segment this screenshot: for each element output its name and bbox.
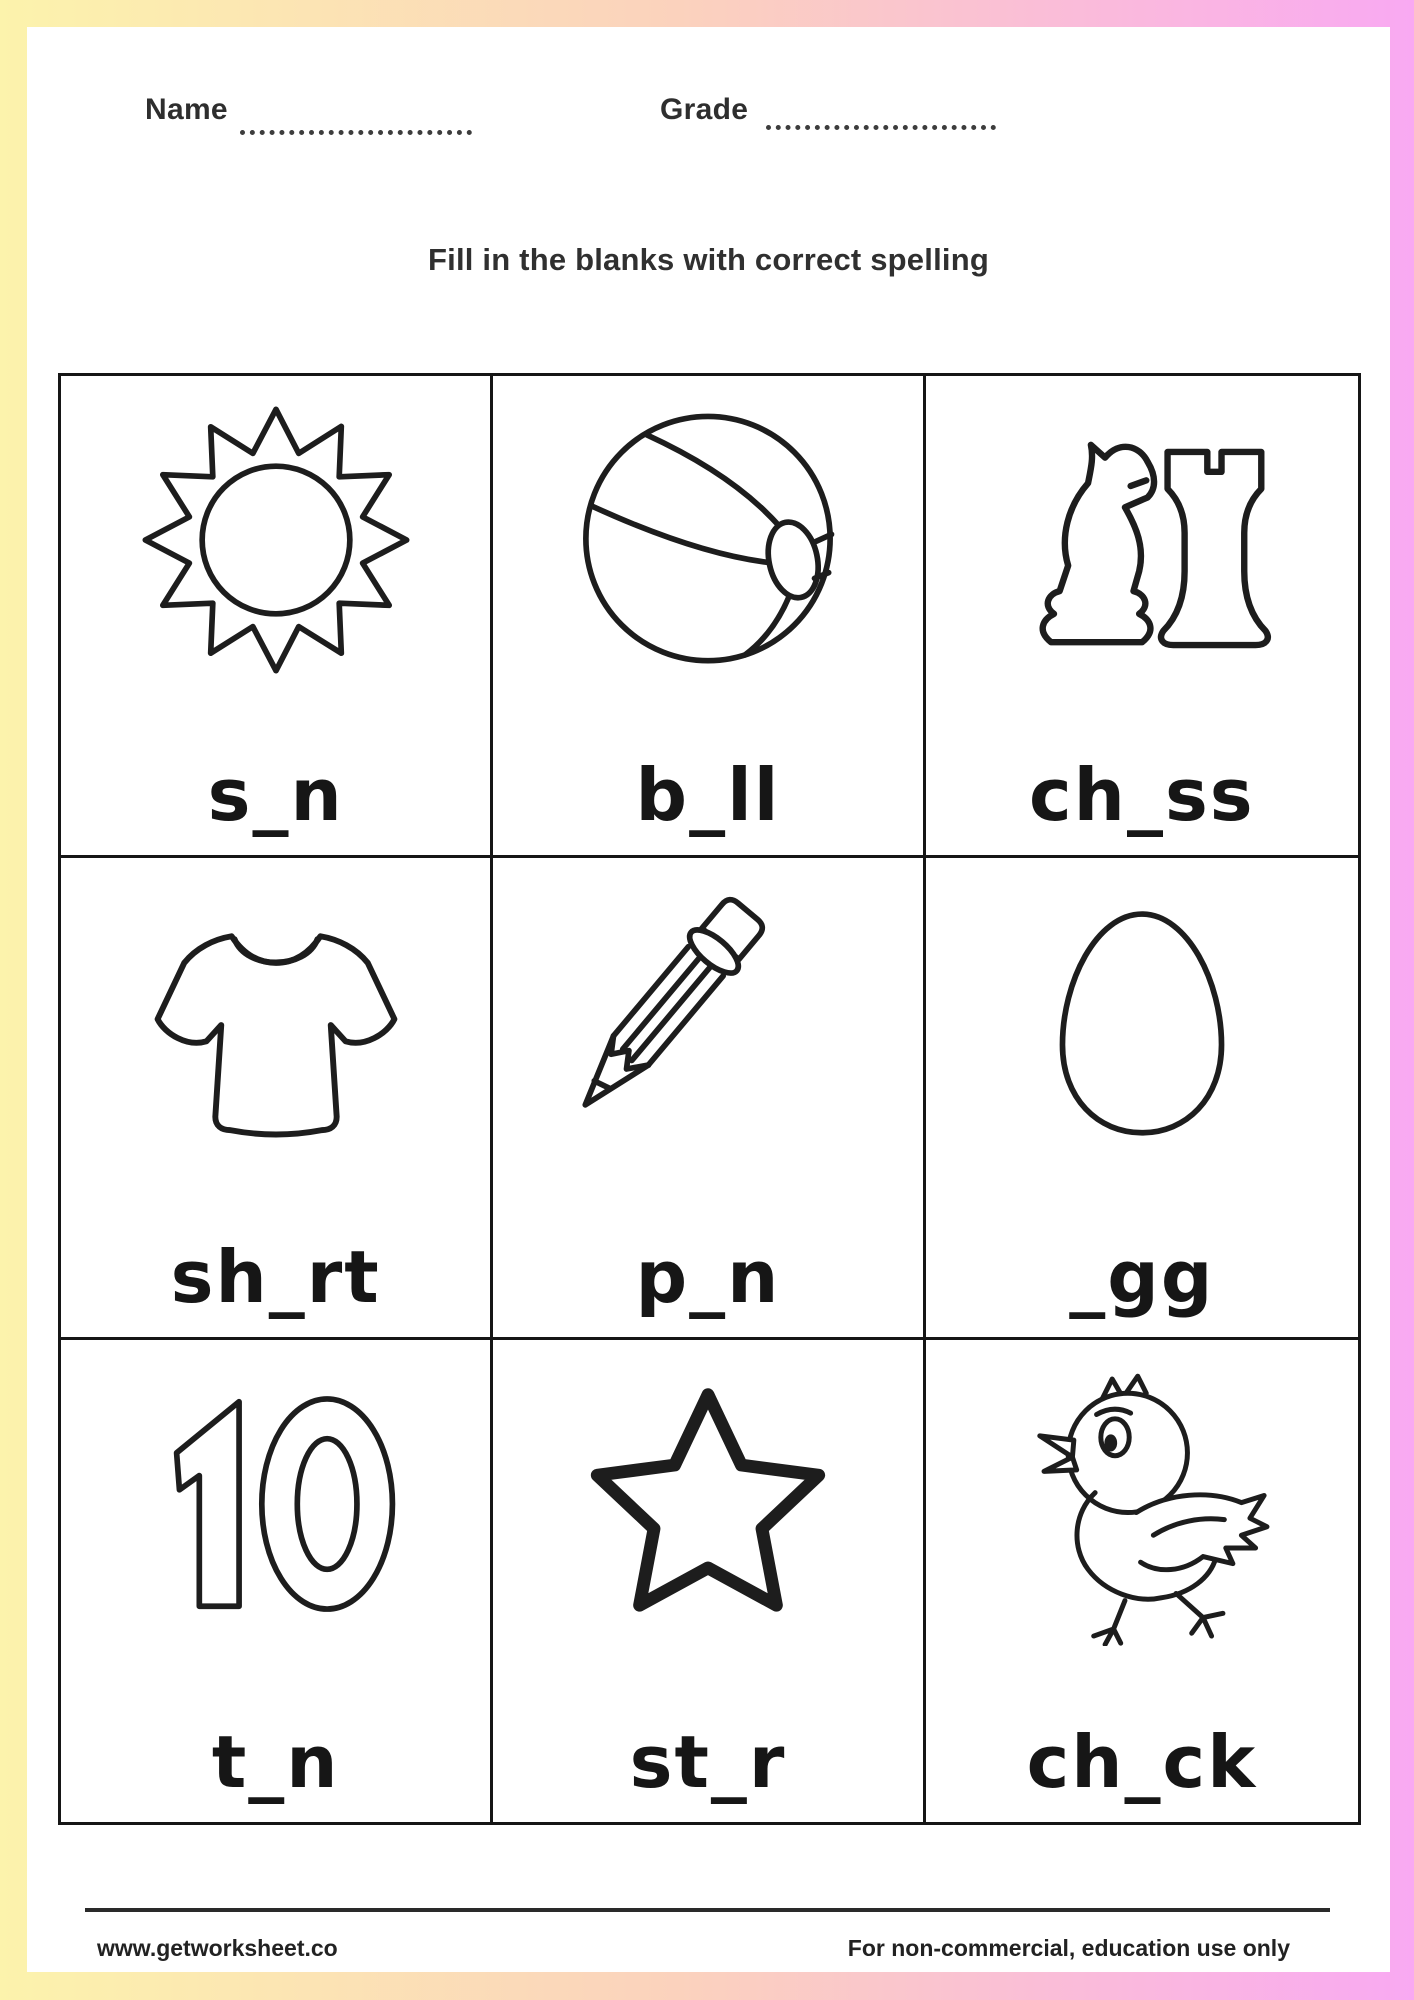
- t-shirt-icon: [128, 880, 424, 1176]
- exercise-cell-star: [493, 1340, 925, 1822]
- chess-pieces-icon: [1000, 398, 1284, 682]
- exercise-cell-ten: [61, 1340, 493, 1822]
- chick-icon: [1000, 1362, 1284, 1646]
- exercise-cell-sun: [61, 376, 493, 858]
- exercise-cell-shirt: [61, 858, 493, 1340]
- word-blank: b_ll: [635, 753, 781, 837]
- worksheet-grid: [58, 373, 1361, 1825]
- name-label: Name: [145, 93, 228, 126]
- grade-fill-line: [766, 119, 996, 130]
- worksheet-page: [27, 27, 1390, 1972]
- worksheet-title: Fill in the blanks with correct spelling: [428, 242, 989, 277]
- name-fill-line: [240, 124, 472, 135]
- grade-label: Grade: [660, 93, 749, 126]
- word-blank: t_n: [211, 1720, 340, 1804]
- word-blank: s_n: [207, 753, 344, 837]
- word-blank: ch_ss: [1029, 753, 1255, 837]
- star-icon: [566, 1362, 850, 1646]
- exercise-cell-chess: [926, 376, 1358, 858]
- word-blank: ch_ck: [1026, 1720, 1258, 1804]
- exercise-cell-ball: [493, 376, 925, 858]
- footer-divider: [85, 1908, 1330, 1912]
- beach-ball-icon: [566, 398, 850, 682]
- exercise-cell-chick: [926, 1340, 1358, 1822]
- footer-license-note: For non-commercial, education use only: [847, 1935, 1290, 1961]
- word-blank: sh_rt: [170, 1235, 381, 1319]
- word-blank: p_n: [635, 1235, 781, 1319]
- exercise-cell-pencil: [493, 858, 925, 1340]
- number-ten-icon: [134, 1362, 418, 1646]
- pencil-icon: [566, 880, 850, 1164]
- sun-icon: [134, 398, 418, 682]
- egg-icon: [1000, 880, 1284, 1164]
- word-blank: st_r: [629, 1720, 787, 1804]
- word-blank: _gg: [1069, 1235, 1215, 1319]
- exercise-cell-egg: [926, 858, 1358, 1340]
- footer-website: www.getworksheet.co: [97, 1935, 338, 1961]
